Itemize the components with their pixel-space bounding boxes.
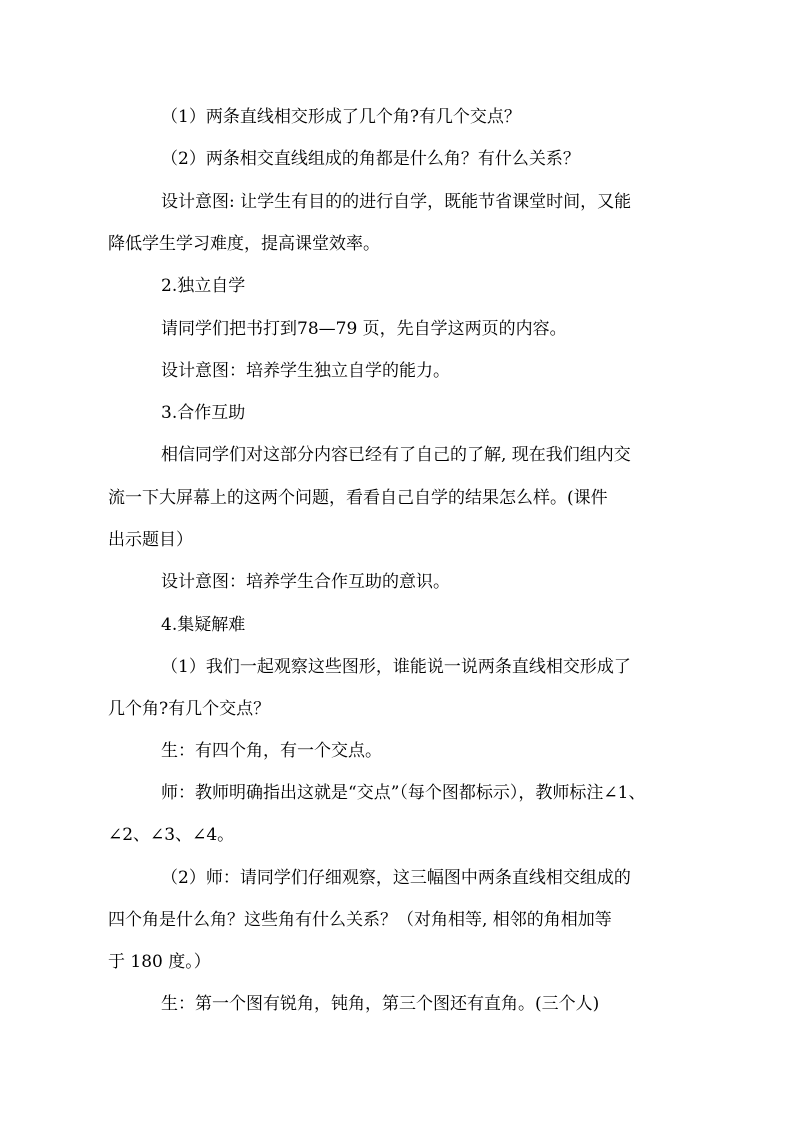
text-line: 出示题目） bbox=[108, 530, 193, 550]
text-line: 生：第一个图有锐角，钝角，第三个图还有直角。(三个人) bbox=[161, 994, 600, 1014]
text-line: ∠2、∠3、∠4。 bbox=[108, 825, 235, 845]
text-line: 3.合作互助 bbox=[161, 403, 246, 423]
text-line: 4.集疑解难 bbox=[161, 615, 246, 635]
text-line: （1）我们一起观察这些图形，谁能说一说两条直线相交形成了 bbox=[161, 657, 631, 677]
text-line: （1）两条直线相交形成了几个角?有几个交点？ bbox=[161, 107, 521, 127]
text-line: 于 180 度。） bbox=[108, 952, 211, 972]
text-line: 请同学们把书打到78—79 页，先自学这两页的内容。 bbox=[161, 319, 567, 339]
text-line: （2）两条相交直线组成的角都是什么角？有什么关系？ bbox=[161, 149, 580, 169]
text-line: 生：有四个角，有一个交点。 bbox=[161, 741, 382, 761]
text-line: （2）师：请同学们仔细观察，这三幅图中两条直线相交组成的 bbox=[161, 868, 631, 888]
text-line: 相信同学们对这部分内容已经有了自己的了解, 现在我们组内交 bbox=[161, 445, 631, 465]
text-line: 设计意图：培养学生独立自学的能力。 bbox=[161, 361, 450, 381]
text-line: 设计意图: 让学生有目的的进行自学，既能节省课堂时间，又能 bbox=[161, 192, 632, 212]
text-line: 降低学生学习难度，提高课堂效率。 bbox=[108, 234, 380, 254]
text-line: 2.独立自学 bbox=[161, 276, 246, 296]
text-line: 几个角?有几个交点？ bbox=[108, 699, 271, 719]
text-line: 流一下大屏幕上的这两个问题，看看自己自学的结果怎么样。(课件 bbox=[108, 488, 608, 508]
text-line: 四个角是什么角？这些角有什么关系？（对角相等, 相邻的角相加等 bbox=[108, 910, 612, 930]
text-line: 设计意图：培养学生合作互助的意识。 bbox=[161, 572, 450, 592]
text-line: 师：教师明确指出这就是“交点”（每个图都标示），教师标注∠1、 bbox=[161, 783, 646, 803]
